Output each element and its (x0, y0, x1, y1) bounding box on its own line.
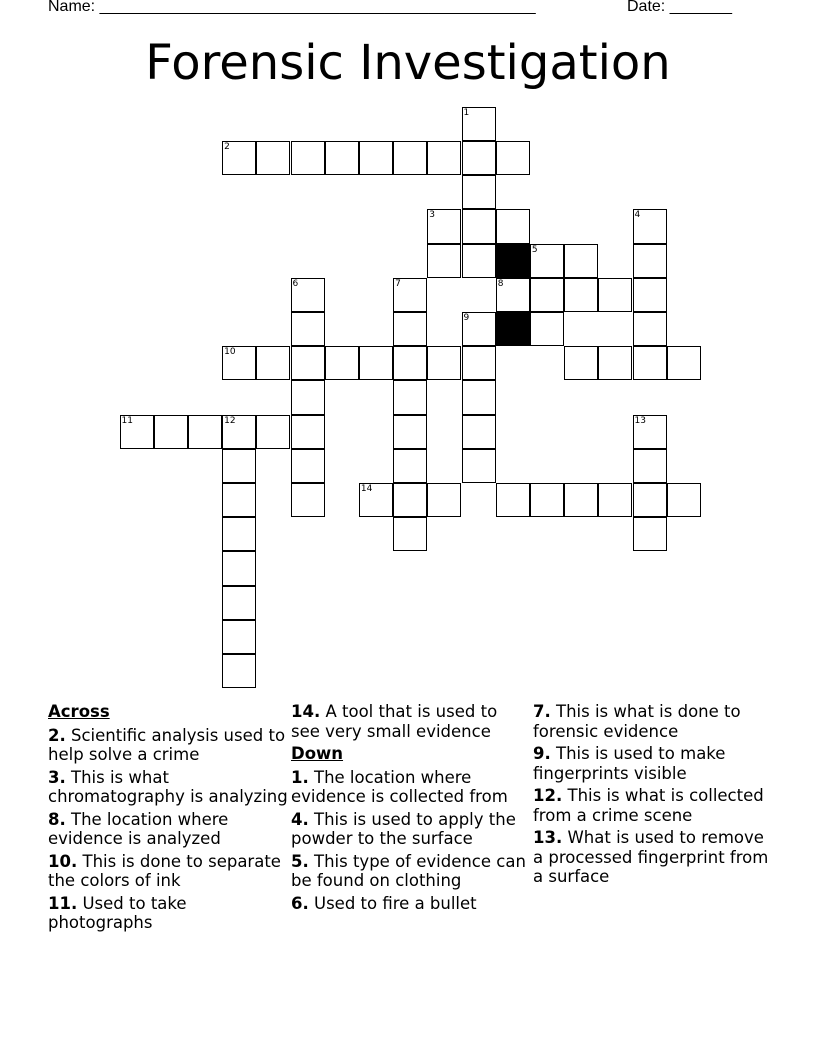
down-heading: Down (291, 744, 344, 763)
clue-number: 9. (533, 744, 551, 763)
grid-cell[interactable] (256, 415, 290, 449)
clue-down-12 (533, 786, 773, 825)
grid-cell[interactable] (222, 141, 256, 175)
clue-text: This type of evidence can be found on clothing (291, 851, 526, 890)
grid-cell[interactable] (462, 312, 496, 346)
clue-text: What is used to remove a processed fingerprint from a surface (533, 828, 769, 886)
name-field: Name: _________________________________________________ (48, 0, 536, 15)
cell-number: 10 (224, 347, 236, 358)
clue-text: A tool that is used to see very small evidence (291, 702, 498, 741)
cell-number: 7 (395, 278, 401, 289)
grid-cell[interactable] (427, 209, 461, 243)
clue-number: 4. (291, 809, 309, 829)
cell-number: 9 (463, 313, 470, 323)
grid-cell[interactable] (222, 586, 256, 620)
clue-text: This is what chromatography is analyzing (48, 767, 288, 806)
clues-column-3 (533, 702, 773, 890)
black-cell (496, 244, 530, 278)
grid-cell[interactable] (564, 278, 598, 312)
grid-cell[interactable] (462, 209, 496, 243)
cell-number: 4 (634, 210, 641, 221)
clue-text: This is used to make fingerprints visible (533, 744, 726, 783)
grid-cell[interactable] (222, 517, 256, 551)
cell-number: 11 (121, 415, 133, 426)
grid-cell[interactable] (188, 415, 222, 449)
clue-across-8 (48, 810, 288, 849)
clue-across-3 (48, 768, 288, 807)
grid-cell[interactable] (393, 312, 427, 346)
clue-down-7 (533, 702, 773, 741)
clue-text: This is what is collected from a crime scene (533, 786, 764, 825)
cell-number: 13 (634, 415, 646, 426)
grid-cell[interactable] (359, 346, 393, 380)
black-cell (496, 312, 530, 346)
clue-down-5 (291, 852, 531, 891)
grid-cell[interactable] (222, 346, 256, 380)
grid-cell[interactable] (462, 449, 496, 483)
grid-cell[interactable] (633, 517, 667, 551)
grid-cell[interactable] (496, 209, 530, 243)
cell-number: 2 (224, 142, 230, 152)
clue-number: 8. (48, 809, 66, 829)
grid-cell[interactable] (633, 278, 667, 312)
grid-cell[interactable] (291, 346, 325, 380)
clue-down-6 (291, 894, 531, 914)
grid-cell[interactable] (496, 278, 530, 312)
grid-cell[interactable] (462, 380, 496, 414)
grid-cell[interactable] (530, 312, 564, 346)
grid-cell[interactable] (564, 244, 598, 278)
grid-cell[interactable] (291, 312, 325, 346)
grid-cell[interactable] (633, 483, 667, 517)
clues-column-2 (291, 702, 531, 916)
clue-number: 10. (48, 851, 78, 871)
grid-cell[interactable] (222, 449, 256, 483)
grid-cell[interactable] (633, 346, 667, 380)
grid-cell[interactable] (427, 483, 461, 517)
grid-cell[interactable] (359, 141, 393, 175)
clue-down-4 (291, 810, 531, 849)
grid-cell[interactable] (530, 244, 564, 278)
cell-number: 14 (360, 484, 373, 494)
grid-cell[interactable] (427, 346, 461, 380)
clue-across-11 (48, 894, 288, 933)
grid-cell[interactable] (120, 415, 154, 449)
clue-across-10 (48, 852, 288, 891)
clue-number: 7. (533, 702, 551, 721)
grid-cell[interactable] (256, 141, 290, 175)
grid-cell[interactable] (598, 483, 632, 517)
grid-cell[interactable] (291, 141, 325, 175)
across-heading: Across (48, 702, 110, 721)
cell-number: 5 (531, 244, 538, 255)
clue-number: 14. (291, 702, 321, 721)
clue-number: 11. (48, 893, 78, 913)
grid-cell[interactable] (291, 415, 325, 449)
grid-cell[interactable] (222, 654, 256, 688)
grid-cell[interactable] (393, 415, 427, 449)
clue-text: This is used to apply the powder to the surface (291, 809, 516, 848)
clue-number: 12. (533, 786, 563, 805)
clue-down-13 (533, 828, 773, 887)
grid-cell[interactable] (359, 483, 393, 517)
grid-cell[interactable] (462, 415, 496, 449)
grid-cell[interactable] (291, 278, 325, 312)
grid-cell[interactable] (222, 415, 256, 449)
grid-cell[interactable] (598, 278, 632, 312)
clue-down-1 (291, 768, 531, 807)
page-title: Forensic Investigation (145, 35, 671, 91)
grid-cell[interactable] (325, 141, 359, 175)
grid-cell[interactable] (256, 346, 290, 380)
cell-number: 12 (224, 415, 236, 426)
grid-cell[interactable] (496, 483, 530, 517)
grid-cell[interactable] (393, 449, 427, 483)
grid-cell[interactable] (427, 244, 461, 278)
clue-across-2 (48, 726, 288, 765)
clue-number: 1. (291, 767, 309, 787)
clue-number: 6. (291, 893, 309, 913)
grid-cell[interactable] (393, 517, 427, 551)
clue-number: 13. (533, 828, 563, 847)
clue-number: 5. (291, 851, 309, 871)
grid-cell[interactable] (291, 380, 325, 414)
clue-text: This is what is done to forensic evidence (533, 702, 741, 741)
grid-cell[interactable] (393, 278, 427, 312)
grid-cell[interactable] (462, 175, 496, 209)
grid-cell[interactable] (393, 483, 427, 517)
grid-cell[interactable] (393, 141, 427, 175)
grid-cell[interactable] (393, 380, 427, 414)
grid-cell[interactable] (633, 209, 667, 243)
grid-cell[interactable] (667, 346, 701, 380)
grid-cell[interactable] (222, 551, 256, 585)
cell-number: 6 (292, 278, 299, 289)
grid-cell[interactable] (598, 346, 632, 380)
clue-across-14 (291, 702, 531, 741)
grid-cell[interactable] (154, 415, 188, 449)
grid-cell[interactable] (291, 449, 325, 483)
clue-text: The location where evidence is collected from (291, 767, 508, 806)
clue-number: 3. (48, 767, 66, 787)
grid-cell[interactable] (462, 141, 496, 175)
clue-down-9 (533, 744, 773, 783)
grid-cell[interactable] (462, 107, 496, 141)
clue-text: Scientific analysis used to help solve a crime (48, 725, 286, 764)
grid-cell[interactable] (530, 483, 564, 517)
grid-cell[interactable] (222, 620, 256, 654)
grid-cell[interactable] (530, 278, 564, 312)
grid-cell[interactable] (633, 312, 667, 346)
grid-cell[interactable] (291, 483, 325, 517)
cell-number: 8 (497, 278, 504, 289)
cell-number: 3 (429, 210, 436, 221)
cell-number: 1 (463, 107, 470, 118)
grid-cell[interactable] (462, 346, 496, 380)
grid-cell[interactable] (564, 483, 598, 517)
date-field: Date: _______ (627, 0, 732, 15)
grid-cell[interactable] (462, 244, 496, 278)
grid-cell[interactable] (633, 415, 667, 449)
grid-cell[interactable] (427, 141, 461, 175)
grid-cell[interactable] (393, 346, 427, 380)
grid-cell[interactable] (496, 141, 530, 175)
grid-cell[interactable] (667, 483, 701, 517)
clue-text: Used to take photographs (48, 893, 187, 932)
grid-cell[interactable] (633, 449, 667, 483)
grid-cell[interactable] (222, 483, 256, 517)
clue-text: The location where evidence is analyzed (48, 809, 229, 848)
clues-column-1 (48, 702, 288, 936)
clue-text: Used to fire a bullet (314, 893, 477, 913)
clue-text: This is done to separate the colors of ink (48, 851, 281, 890)
grid-cell[interactable] (325, 346, 359, 380)
clue-number: 2. (48, 725, 66, 745)
grid-cell[interactable] (564, 346, 598, 380)
grid-cell[interactable] (633, 244, 667, 278)
